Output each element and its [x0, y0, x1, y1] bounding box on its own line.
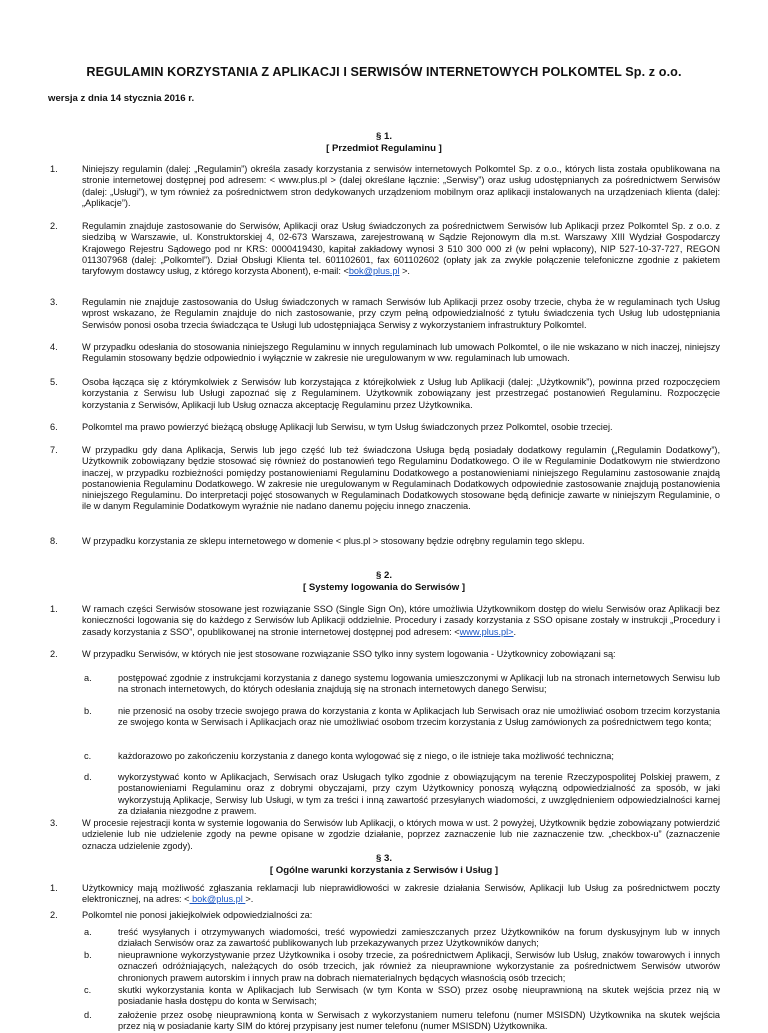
email-link[interactable]: bok@plus.pl: [348, 266, 400, 277]
subitem-letter: c.: [84, 985, 92, 995]
item-number: 8.: [50, 536, 58, 546]
section-1-number: § 1.: [375, 131, 392, 142]
item-text: W przypadku korzystania ze sklepu internetowego w domenie < plus.pl > stosowany będzie odrębny regulamin tego sklepu.: [82, 536, 585, 546]
document-title: REGULAMIN KORZYSTANIA Z APLIKACJI I SERWISÓW INTERNETOWYCH POLKOMTEL Sp. z o.o.: [86, 65, 682, 79]
item-text: Regulamin znajduje zastosowanie do Serwisów, Aplikacji oraz Usług świadczonych za pośrednictwem Serwisów lub Aplikacji przez Polkomtel Sp. z o.o. z siedzibą w Warszawie, ul. Konstruktorskiej 4, 02-673 Warszawa, zarejestrowaną w Sądzie Rejonowym dla m.st. Warszawy XIII Wydział Gospodarczy Krajowego Rejestru Sądowego pod nr KRS: 0000419430, kapitał zakładowy wynosi 3 510 300 000 zł (w pełni wpłacony), NIP 527-10-37-727, REGON 011307968 (dalej: „Polkomtel”). Dział Obsługi Klienta tel. 601102601, fax 601102602 (opłaty jak za zwykłe połączenie telefoniczne zgodnie z pakietem taryfowym dostawcy usług, z którego korzysta Abonent), e-mail: <: [82, 221, 720, 277]
item-number: 6.: [50, 422, 58, 432]
subitem-letter: a.: [84, 673, 92, 683]
section-3-number: § 3.: [375, 853, 392, 864]
subitem-text: nie przenosić na osoby trzecie swojego prawa do korzystania z konta w Aplikacjach lub Serwisach oraz nie umożliwiać osobom trzecim korzystania ze swojego konta w Serwisach i Aplikacjach oraz nie umożliwiać osobom trzecim korzystania z Usług zamówionych za pośrednictwem tego konta;: [118, 706, 720, 728]
item-number: 5.: [50, 377, 58, 387]
version-date: wersja z dnia 14 stycznia 2016 r.: [48, 93, 195, 104]
item-text: W przypadku gdy dana Aplikacja, Serwis lub jego część lub też świadczona Usługa będą posiadały dodatkowy regulamin („Regulamin Dodatkowy”), Użytkownik zobowiązany będzie stosować się również do postanowień tego Regulaminu Dodatkowego. O ile w Regulaminie Dodatkowym nie stwierdzono inaczej, w przypadku rozbieżności pomiędzy postanowieniami Regulaminu Dodatkowego a postanowieniami niniejszego Regulaminu zastosowanie znajdą postanowienia Regulaminu Dodatkowego. W zakresie nie uregulowanym w Regulaminach Dodatkowych odpowiednie zastosowanie znajdują postanowienia niniejszego Regulaminu. Do interpretacji pojęć stosowanych w Regulaminach Dodatkowych stosowane będą definicje zawarte w niniejszym Regulaminie, o ile w danym Regulaminie Dodatkowym wyraźnie nie nadano danemu pojęciu innego znaczenia.: [82, 445, 720, 512]
website-link[interactable]: www.plus.pl>: [459, 626, 514, 637]
item-number: 2.: [50, 910, 58, 920]
item-text: Regulamin nie znajduje zastosowania do Usług świadczonych w ramach Serwisów lub Aplikacji przez osoby trzecie, chyba że w regulaminach tych Usług wprost wskazano, że Regulamin znajduje do nich zastosowanie, przy czym pełną odpowiedzialność z tytułu świadczenia tych Usług lub udostępniania Serwisów ponosi osoba trzecia świadcząca te Usługi lub udostępniająca Serwisy z wykorzystaniem infrastruktury Polkomtel.: [82, 297, 720, 330]
subitem-letter: a.: [84, 927, 92, 937]
subitem-text: skutki wykorzystania konta w Aplikacjach lub Serwisach (w tym Konta w SSO) przez osobę nieuprawnioną na skutek wejścia przez nią w posiadanie hasła dostępu do konta w Serwisach;: [118, 985, 720, 1007]
email-link[interactable]: bok@plus.pl: [189, 894, 246, 905]
item-text: W ramach części Serwisów stosowane jest rozwiązanie SSO (Single Sign On), które umożliwia Użytkownikom dostęp do wielu Serwisów oraz Aplikacji bez konieczności logowania się do każdego z Serwisów lub Aplikacji oddzielnie. Procedury i zasady korzystania z SSO opisane zostały w instrukcji „Procedury i zasady korzystania z SSO”, opublikowanej na stronie internetowej dostępnej pod adresem: <: [82, 604, 720, 637]
item-number: 4.: [50, 342, 58, 352]
item-text: Polkomtel ma prawo powierzyć bieżącą obsługę Aplikacji lub Serwisu, w tym Usług świadczonych przez Polkomtel, osobie trzeciej.: [82, 422, 613, 432]
item-text: Osoba łącząca się z którymkolwiek z Serwisów lub korzystająca z którejkolwiek z Usług lub Aplikacji (dalej: „Użytkownik”), powinna przed rozpoczęciem korzystania z Serwisu lub Usługi zapoznać się z Regulaminem. Użytkownik zobowiązany jest przestrzegać postanowień Regulaminu. Rozpoczęcie korzystania z Serwisów, Aplikacji lub Usług oznacza akceptację Regulaminu przez Użytkownika.: [82, 377, 720, 410]
item-number: 2.: [50, 649, 58, 659]
item-number: 1.: [50, 604, 58, 614]
subitem-text: postępować zgodnie z instrukcjami korzystania z danego systemu logowania umieszczonymi w Aplikacji lub na stronach internetowych Serwisu lub na stronach internetowych, do których odesłania znajdują się na stronach internetowych danego Serwisu;: [118, 673, 720, 695]
item-number: 1.: [50, 883, 58, 893]
subitem-letter: d.: [84, 1010, 92, 1020]
section-3-heading: [ Ogólne warunki korzystania z Serwisów i Usług ]: [269, 865, 499, 876]
section-1-heading: [ Przedmiot Regulaminu ]: [326, 143, 442, 154]
subitem-letter: b.: [84, 950, 92, 960]
item-number: 3.: [50, 297, 58, 307]
subitem-letter: d.: [84, 772, 92, 782]
subitem-letter: c.: [84, 751, 92, 761]
subitem-text: założenie przez osobę nieuprawnioną konta w Serwisach z wykorzystaniem numeru telefonu (numer MSISDN) Użytkownika na skutek wejścia przez nią w posiadanie karty SIM do której przypisany jest numer telefonu (numer MSISDN) Użytkownika.: [118, 1010, 720, 1032]
item-text: W przypadku odesłania do stosowania niniejszego Regulaminu w innych regulaminach lub umowach Polkomtel, o ile nie wskazano w nich inaczej, niniejszy Regulamin stosowany będzie odpowiednio i wyłącznie w zakresie nie uregulowanym w ww. regulaminach lub umowach.: [82, 342, 720, 364]
subitem-text: nieuprawnione wykorzystywanie przez Użytkownika i osoby trzecie, za pośrednictwem Aplikacji, Serwisów lub Usług, znaków towarowych i innych oznaczeń odróżniających, należących do osób trzecich, jak również za nieuprawnione wykorzystanie za pośrednictwem Serwisów utworów chronionych prawem autorskim i innych praw na dobrach niematerialnych będących własnością osób trzecich;: [118, 950, 720, 983]
item-text: Niniejszy regulamin (dalej: „Regulamin”) określa zasady korzystania z serwisów internetowych Polkomtel Sp. z o.o., których lista została opublikowana na stronie internetowej dostępnej pod adresem: < www.plus.pl > (dalej określane łącznie: „Serwisy”) oraz usług udostępnianych za pośrednictwem Serwisów (dalej: „Usługi”), w tym również za pośrednictwem stron dedykowanych urządzeniom mobilnym oraz aplikacji instalowanych na urządzeniach klienta (dalej: „Aplikacje”).: [82, 164, 720, 208]
item-number: 1.: [50, 164, 58, 174]
section-2-number: § 2.: [375, 570, 392, 581]
item-number: 2.: [50, 221, 58, 231]
item-text: Polkomtel nie ponosi jakiejkolwiek odpowiedzialności za:: [82, 910, 313, 920]
item-number: 3.: [50, 818, 58, 828]
subitem-letter: b.: [84, 706, 92, 716]
item-text: W przypadku Serwisów, w których nie jest stosowane rozwiązanie SSO tylko inny system logowania - Użytkownicy zobowiązani są:: [82, 649, 616, 659]
item-text: Użytkownicy mają możliwość zgłaszania reklamacji lub nieprawidłowości w zakresie działania Serwisów, Aplikacji lub Usług za pośrednictwem poczty elektronicznej, na adres: <: [82, 883, 720, 905]
section-2-heading: [ Systemy logowania do Serwisów ]: [302, 582, 466, 593]
item-number: 7.: [50, 445, 58, 455]
subitem-text: każdorazowo po zakończeniu korzystania z danego konta wylogować się z niego, o ile istnieje taka możliwość techniczna;: [118, 751, 614, 761]
subitem-text: wykorzystywać konto w Aplikacjach, Serwisach oraz Usługach tylko zgodnie z obowiązującym na terenie Rzeczypospolitej Polskiej prawem, z postanowieniami Regulaminu oraz z dobrymi obyczajami, przy czym Użytkownicy ponoszą wyłączną odpowiedzialność za sposób, w jaki wykorzystują Aplikacje, Serwisy lub Usługi, w tym za treści i inną zawartość przesyłanych wiadomości, z uwzględnieniem odpowiedzialności karnej za działania niezgodne z prawem.: [118, 772, 720, 816]
document-page: REGULAMIN KORZYSTANIA Z APLIKACJI I SERWISÓW INTERNETOWYCH POLKOMTEL Sp. z o.o. wersja z dnia 14 stycznia 2016 r. § 1. [ Przedmiot Regulaminu ] 1. Niniejszy regulamin (dalej: „Regulamin”) określa zasady korzystania z serwisów internetowych Polkomtel Sp. z o.o., których lista została opublikowana na stronie internetowej dostępnej pod adresem: < www.plus.pl > (dalej określane łącznie: „Serwisy”) oraz usług udostępnianych za pośrednictwem Serwisów (dalej: „Usługi”), w tym również za pośrednictwem stron dedykowanych urządzeniom mobilnym oraz aplikacji instalowanych na urządzeniach klienta (dalej: „Aplikacje”). 2. Regulamin znajduje zastosowanie do Serwisów, Aplikacji oraz Usług świadczonych za pośrednictwem Serwisów lub Aplikacji przez Polkomtel Sp. z o.o. z siedzibą w Warszawie, ul. Konstruktorskiej 4, 02-673 Warszawa, zarejestrowaną w Sądzie Rejonowym dla m.st. Warszawy XIII Wydział Gospodarczy Krajowego Rejestru Sądowego pod nr KRS: 0000419430, kapitał zakładowy wynosi 3 510 300 000 zł (w pełni wpłacony), NIP 527-10-37-727, REGON 011307968 (dalej: „Polkomtel”). Dział Obsługi Klienta tel. 601102601, fax 601102602 (opłaty jak za zwykłe połączenie telefoniczne zgodnie z pakietem taryfowym dostawcy usług, z którego korzysta Abonent), e-mail: <bok@plus.pl >. 3. Regulamin nie znajduje zastosowania do Usług świadczonych w ramach Serwisów lub Aplikacji przez osoby trzecie, chyba że w regulaminach tych Usług wprost wskazano, że Regulamin znajduje do nich zastosowanie, przy czym pełną odpowiedzialność z tytułu świadczenia tych Usług lub udostępniania Serwisów ponosi osoba trzecia świadcząca te Usługi lub udostępniająca Serwisy z wykorzystaniem infrastruktury Polkomtel. 4. W przypadku odesłania do stosowania niniejszego Regulaminu w innych regulaminach lub umowach Polkomtel, o ile nie wskazano w nich inaczej, niniejszy Regulamin stosowany będzie odpowiednio i wyłącznie w zakresie nie uregulowanym w ww. regulaminach lub umowach. 5. Osoba łącząca się z którymkolwiek z Serwisów lub korzystająca z którejkolwiek z Usług lub Aplikacji (dalej: „Użytkownik”), powinna przed rozpoczęciem korzystania z Serwisu lub Usługi zapoznać się z Regulaminem. Użytkownik zobowiązany jest przestrzegać postanowień Regulaminu. Rozpoczęcie korzystania z Serwisów, Aplikacji lub Usług oznacza akceptację Regulaminu przez Użytkownika. 6. Polkomtel ma prawo powierzyć bieżącą obsługę Aplikacji lub Serwisu, w tym Usług świadczonych przez Polkomtel, osobie trzeciej. 7. W przypadku gdy dana Aplikacja, Serwis lub jego część lub też świadczona Usługa będą posiadały dodatkowy regulamin („Regulamin Dodatkowy”), Użytkownik zobowiązany będzie stosować się również do postanowień tego Regulaminu Dodatkowego. O ile w Regulaminie Dodatkowym nie stwierdzono inaczej, w przypadku rozbieżności pomiędzy postanowieniami Regulaminu Dodatkowego a postanowieniami niniejszego Regulaminu zastosowanie znajdą postanowienia Regulaminu Dodatkowego. W zakresie nie uregulowanym w Regulaminach Dodatkowych odpowiednie zastosowanie znajdują postanowienia niniejszego Regulaminu. Do interpretacji pojęć stosowanych w Regulaminach Dodatkowych stosowane będą definicje zawarte w niniejszym Regulaminie, o ile w danym Regulaminie Dodatkowym wyraźnie nie nadano danemu pojęciu innego znaczenia. 8. W przypadku korzystania ze sklepu internetowego w domenie < plus.pl > stosowany będzie odrębny regulamin tego sklepu. § 2. [ Systemy logowania do Serwisów ] 1. W ramach części Serwisów stosowane jest rozwiązanie SSO (Single Sign On), które umożliwia Użytkownikom dostęp do wielu Serwisów oraz Aplikacji bez konieczności logowania się do każdego z Serwisów lub Aplikacji oddzielnie. Procedury i zasady korzystania z SSO opisane zostały w instrukcji „Procedury i zasady korzystania z SSO”, opublikowanej na stronie internetowej dostępnej pod adresem: <www.plus.pl>. 2. W przypadku Serwisów, w których nie jest stosowane rozwiązanie SSO tylko inny system logowania - Użytkownicy zobowiązani są: a. postępować zgodnie z instrukcjami korzystania z danego systemu logowania umieszczonymi w Aplikacji lub na stronach internetowych Serwisu lub na stronach internetowych, do których odesłania znajdują się na stronach internetowych danego Serwisu; b. nie przenosić na osoby trzecie swojego prawa do korzystania z konta w Aplikacjach lub Serwisach oraz nie umożliwiać osobom trzecim korzystania ze swojego konta w Serwisach i Aplikacjach oraz nie umożliwiać osobom trzecim korzystania z Usług zamówionych za pośrednictwem tego konta; c. każdorazowo po zakończeniu korzystania z danego konta wylogować się z niego, o ile istnieje taka możliwość techniczna; d. wykorzystywać konto w Aplikacjach, Serwisach oraz Usługach tylko zgodnie z obowiązującym na terenie Rzeczypospolitej Polskiej prawem, z postanowieniami Regulaminu oraz z dobrymi obyczajami, przy czym Użytkownicy ponoszą wyłączną odpowiedzialność za sposób, w jaki wykorzystują Aplikacje, Serwisy lub Usługi, w tym za treści i inną zawartość przesyłanych wiadomości, z uwzględnieniem odpowiedzialności karnej za działania niezgodne z prawem. 3. W procesie rejestracji konta w systemie logowania do Serwisów lub Aplikacji, o których mowa w ust. 2 powyżej, Użytkownik będzie zobowiązany potwierdzić udzielenie lub nie udzielenie zgody na pewne opisane w zgodzie działanie, poprzez zaznaczenie lub nie zaznaczenie tzw. „checkbox-u” (zaznaczenie oznacza udzielenie zgody). § 3. [ Ogólne warunki korzystania z Serwisów i Usług ] 1. Użytkownicy mają możliwość zgłaszania reklamacji lub nieprawidłowości w zakresie działania Serwisów, Aplikacji lub Usług za pośrednictwem poczty elektronicznej, na adres: < bok@plus.pl >. 2. Polkomtel nie ponosi jakiejkolwiek odpowiedzialności za: a. treść wysyłanych i otrzymywanych wiadomości, treść wypowiedzi zamieszczanych przez Użytkowników na forum dyskusyjnym lub w innych działach Serwisów oraz za zawartość publikowanych lub przekazywanych przez Użytkowników danych; b. nieuprawnione wykorzystywanie przez Użytkownika i osoby trzecie, za pośrednictwem Aplikacji, Serwisów lub Usług, znaków towarowych i innych oznaczeń odróżniających, należących do osób trzecich, jak również za nieuprawnione wykorzystanie za pośrednictwem Serwisów utworów chronionych prawem autorskim i innych praw na dobrach niematerialnych będących własnością osób trzecich; c. skutki wykorzystania konta w Aplikacjach lub Serwisach (w tym Konta w SSO) przez osobę nieuprawnioną na skutek wejścia przez nią w posiadanie hasła dostępu do konta w Serwisach; d. założenie przez osobę nieuprawnioną konta w Serwisach z wykorzystaniem numeru telefonu (numer MSISDN) Użytkownika na skutek wejścia przez nią w posiadanie karty SIM do której przypisany jest numer telefonu (numer MSISDN) Użytkownika.: [0, 0, 768, 994]
item-text: W procesie rejestracji konta w systemie logowania do Serwisów lub Aplikacji, o których mowa w ust. 2 powyżej, Użytkownik będzie zobowiązany potwierdzić udzielenie lub nie udzielenie zgody na pewne opisane w zgodzie działanie, poprzez zaznaczenie lub nie zaznaczenie tzw. „checkbox-u” (zaznaczenie oznacza udzielenie zgody).: [82, 818, 720, 851]
subitem-text: treść wysyłanych i otrzymywanych wiadomości, treść wypowiedzi zamieszczanych przez Użytkowników na forum dyskusyjnym lub w innych działach Serwisów oraz za zawartość publikowanych lub przekazywanych przez Użytkowników danych;: [118, 927, 720, 949]
